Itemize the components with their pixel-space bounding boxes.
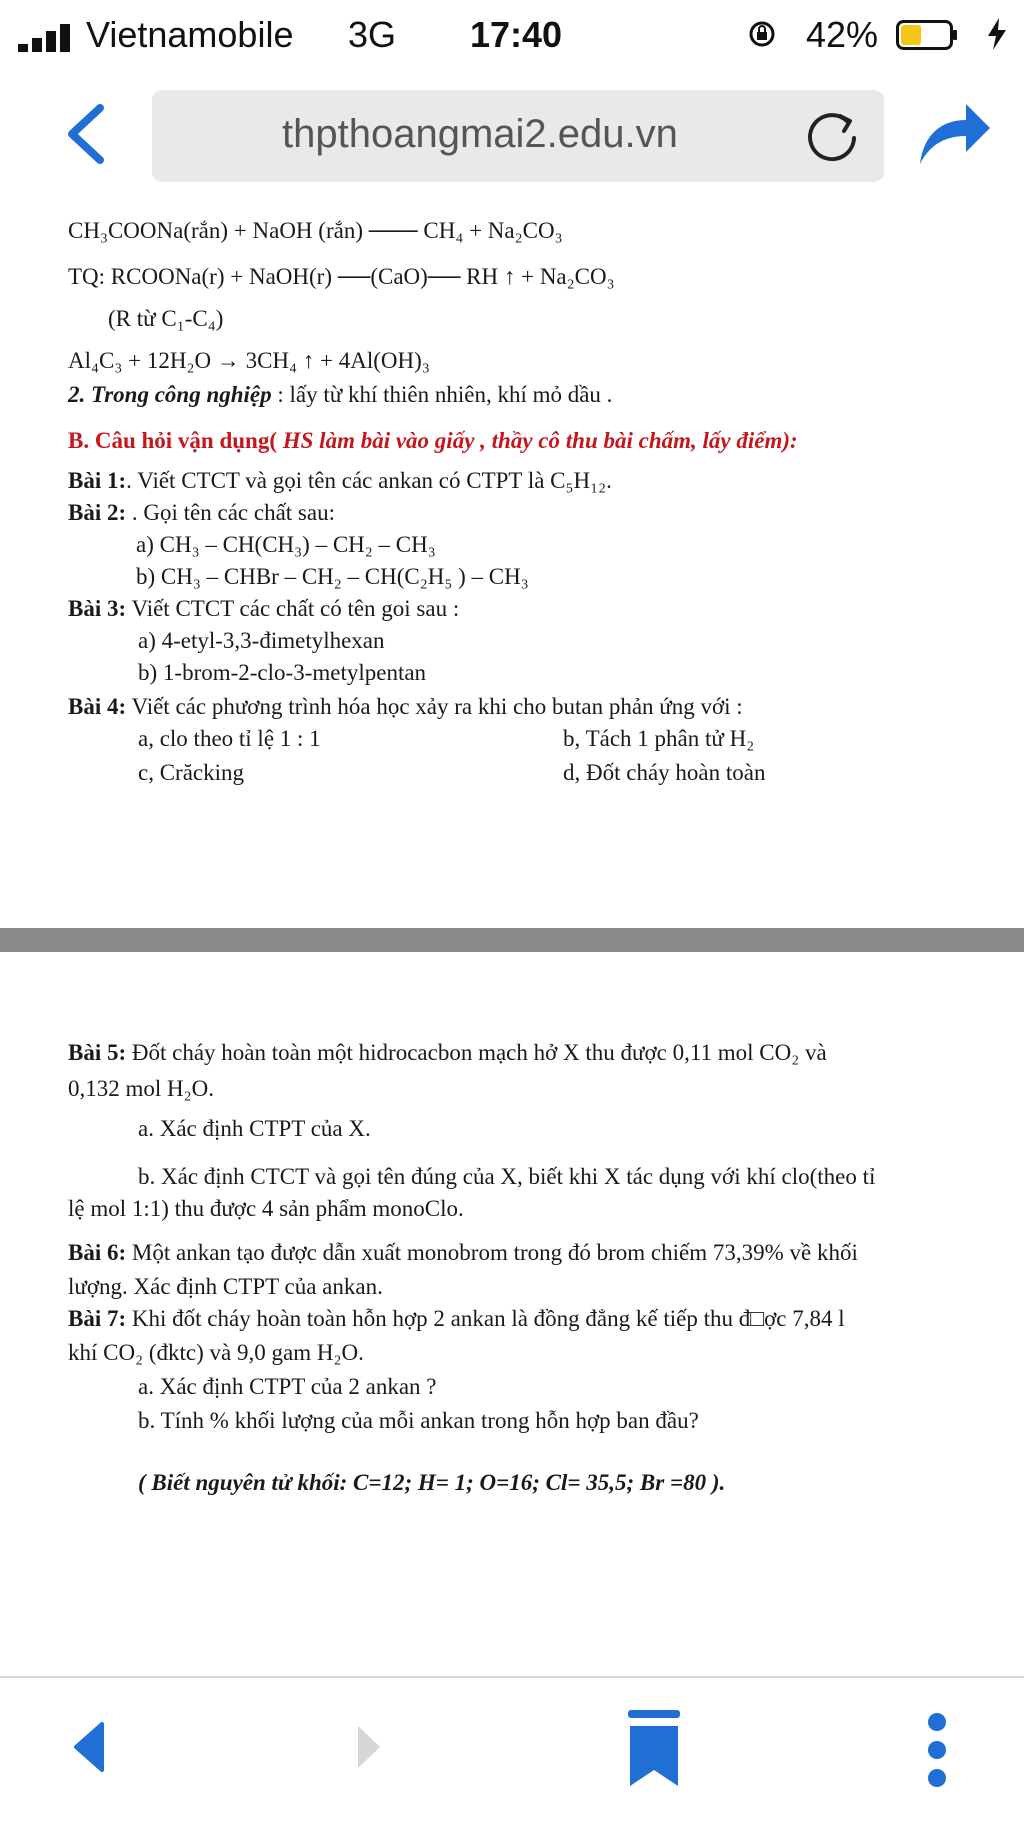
atomic-mass-note: ( Biết nguyên tử khối: C=12; H= 1; O=16; Cl= 35,5; Br =80 ). bbox=[138, 1470, 726, 1495]
industry-label: 2. Trong công nghiệp bbox=[68, 382, 272, 407]
bai-5-b: b. Xác định CTCT và gọi tên đúng của X, biết khi X tác dụng với khí clo(theo tỉ bbox=[138, 1164, 876, 1189]
bai-3-label: Bài 3: bbox=[68, 596, 127, 621]
bai-5-b-cont: lệ mol 1:1) thu được 4 sản phẩm monoClo. bbox=[68, 1196, 464, 1221]
bookmarks-icon[interactable] bbox=[628, 1710, 680, 1788]
bai-1 bbox=[68, 468, 612, 494]
bai-2-a: a) CH₃ – CH(CH₃) – CH₂ – CH₃ bbox=[136, 532, 436, 557]
bai-6-text-cont: lượng. Xác định CTPT của ankan. bbox=[68, 1274, 383, 1299]
equation-1: CH₃COONa(rắn) + NaOH (rắn) ─── CH₄ + Na₂CO₃ bbox=[68, 218, 563, 243]
browser-bottom-toolbar bbox=[0, 1676, 1024, 1822]
bai-2-label: Bài 2: bbox=[68, 500, 127, 525]
bai-7-text: Khi đốt cháy hoàn toàn hỗn hợp 2 ankan là đồng đẳng kế tiếp thu đ□ợc 7,84 l bbox=[126, 1306, 845, 1331]
bai-7-label: Bài 7: bbox=[68, 1306, 127, 1331]
browser-toolbar bbox=[0, 82, 1024, 192]
bai-6-text: Một ankan tạo được dẫn xuất monobrom trong đó brom chiếm 73,39% về khối bbox=[126, 1240, 858, 1265]
bai-5 bbox=[68, 1040, 827, 1066]
battery-icon bbox=[896, 20, 958, 50]
url-text: thpthoangmai2.edu.vn bbox=[282, 112, 678, 156]
bai-5-a: a. Xác định CTPT của X. bbox=[138, 1116, 371, 1141]
bai-5-label: Bài 5: bbox=[68, 1040, 127, 1065]
bai-2-text: . Gọi tên các chất sau: bbox=[126, 500, 335, 525]
url-bar[interactable] bbox=[152, 90, 884, 182]
bai-5-text: Đốt cháy hoàn toàn một hidrocacbon mạch hở X thu được 0,11 mol CO₂ và bbox=[126, 1040, 827, 1065]
bai-7-b: b. Tính % khối lượng của mỗi ankan trong hỗn hợp ban đầu? bbox=[138, 1408, 699, 1433]
section-b-instructions: HS làm bài vào giấy , thầy cô thu bài chấm, lấy điểm): bbox=[277, 428, 798, 453]
equation-2-note: (R từ C₁-C₄) bbox=[108, 306, 224, 331]
bai-6 bbox=[68, 1240, 858, 1266]
equation-3: Al₄C₃ + 12H₂O → 3CH₄ ↑ + 4Al(OH)₃ bbox=[68, 348, 430, 373]
network-type: 3G bbox=[348, 14, 397, 55]
status-bar bbox=[0, 0, 1024, 70]
bai-4-a: a, clo theo tỉ lệ 1 : 1 bbox=[138, 726, 321, 751]
bai-3-a: a) 4-etyl-3,3-đimetylhexan bbox=[138, 628, 385, 653]
bai-4-b: b, Tách 1 phân tử H₂ bbox=[563, 726, 755, 751]
bai-7-text-cont: khí CO₂ (đktc) và 9,0 gam H₂O. bbox=[68, 1340, 364, 1365]
battery-percentage: 42% bbox=[806, 14, 879, 55]
bai-4-c: c, Crăcking bbox=[138, 760, 245, 785]
carrier-name: Vietnamobile bbox=[86, 14, 294, 55]
page-divider bbox=[0, 928, 1024, 952]
bai-4-label: Bài 4: bbox=[68, 694, 127, 719]
charging-bolt-icon bbox=[986, 18, 1008, 50]
section-b-heading bbox=[68, 428, 798, 454]
bai-4-text: Viết các phương trình hóa học xảy ra khi cho butan phản ứng với : bbox=[126, 694, 743, 719]
bai-4 bbox=[68, 694, 743, 720]
industry-text: : lấy từ khí thiên nhiên, khí mỏ dầu . bbox=[271, 382, 613, 407]
industry-line bbox=[68, 382, 612, 408]
bai-2-b: b) CH₃ – CHBr – CH₂ – CH(C₂H₅ ) – CH₃ bbox=[136, 564, 529, 589]
bai-1-label: Bài 1: bbox=[68, 468, 127, 493]
reload-icon[interactable] bbox=[804, 108, 860, 164]
section-b-prefix: B. Câu hỏi vận dụng( bbox=[68, 428, 277, 453]
back-chevron-icon[interactable] bbox=[64, 104, 108, 164]
bai-7-a: a. Xác định CTPT của 2 ankan ? bbox=[138, 1374, 437, 1399]
bai-3-b: b) 1-brom-2-clo-3-metylpentan bbox=[138, 660, 427, 685]
bai-1-text: . Viết CTCT và gọi tên các ankan có CTPT là C₅H₁₂. bbox=[126, 468, 612, 493]
signal-strength-icon bbox=[18, 22, 72, 52]
bai-3-text: Viết CTCT các chất có tên goi sau : bbox=[126, 596, 460, 621]
share-icon[interactable] bbox=[914, 94, 994, 174]
rotation-lock-icon bbox=[748, 20, 776, 48]
bai-7 bbox=[68, 1306, 845, 1332]
clock: 17:40 bbox=[470, 14, 563, 55]
bai-2 bbox=[68, 500, 335, 526]
forward-arrow-icon[interactable] bbox=[354, 1722, 384, 1772]
bai-6-label: Bài 6: bbox=[68, 1240, 127, 1265]
bai-3 bbox=[68, 596, 459, 622]
back-arrow-icon[interactable] bbox=[70, 1720, 106, 1774]
bai-4-d: d, Đốt cháy hoàn toàn bbox=[563, 760, 766, 785]
more-menu-icon[interactable] bbox=[926, 1712, 948, 1788]
bai-5-text-cont: 0,132 mol H₂O. bbox=[68, 1076, 215, 1101]
equation-2: TQ: RCOONa(r) + NaOH(r) ──(CaO)── RH ↑ + Na₂CO₃ bbox=[68, 264, 615, 289]
